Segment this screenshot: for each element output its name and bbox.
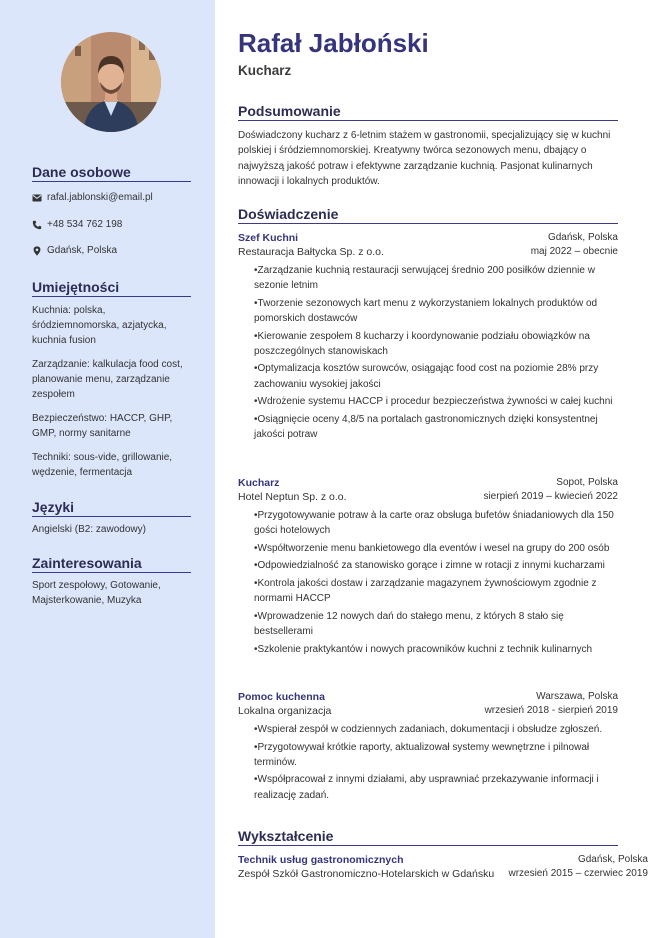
job-subheader — [238, 245, 618, 259]
education-school: Zespół Szkół Gastronomiczno-Hotelarskich w Gdańsku — [238, 868, 495, 880]
contact-location — [32, 244, 191, 257]
skills-section-title: Umiejętności — [32, 279, 191, 297]
education-degree: Technik usług gastronomicznych — [238, 854, 404, 866]
personal-section — [32, 164, 191, 257]
job-bullet: • Przygotowywał krótkie raporty, aktualizował systemy wewnętrzne i pilnował terminów. — [254, 740, 618, 770]
location-text: Gdańsk, Polska — [47, 245, 118, 256]
email-text[interactable]: rafal.jablonski@email.pl — [47, 192, 153, 203]
job-location: Warszawa, Polska — [536, 691, 618, 702]
education-location: Gdańsk, Polska — [577, 854, 648, 865]
interests-section — [32, 555, 191, 608]
job-entry — [238, 690, 618, 805]
job-company: Lokalna organizacja — [238, 705, 332, 717]
phone-icon — [32, 220, 42, 230]
languages-section-title: Języki — [32, 499, 191, 517]
job-dates: wrzesień 2018 - sierpień 2019 — [484, 705, 618, 716]
envelope-icon — [32, 193, 42, 203]
job-header — [238, 231, 618, 245]
skill-item: Kuchnia: polska, śródziemnomorska, azjatycka, kuchnia fusion — [32, 305, 167, 346]
job-title: Pomoc kuchenna — [238, 691, 325, 703]
interests-section-title: Zainteresowania — [32, 555, 191, 573]
job-bullet: • Odpowiedzialność za stanowisko gorące i zimne w rotacji z innymi kucharzami — [254, 558, 618, 573]
job-bullet: • Współpracował z innymi działami, aby usprawniać przekazywanie informacji i realizację zadań. — [254, 772, 618, 802]
job-title: Szef Kuchni — [238, 232, 299, 244]
job-bullets — [238, 508, 618, 657]
job-entry — [238, 476, 618, 659]
job-location: Sopot, Polska — [556, 477, 618, 488]
skill-item: Bezpieczeństwo: HACCP, GHP, GMP, normy sanitarne — [32, 413, 173, 439]
contact-phone — [32, 218, 191, 231]
job-bullet: • Kierowanie zespołem 8 kucharzy i koordynowanie podziału obowiązków na poszczególnych stanowiskach — [254, 329, 618, 359]
job-bullet: • Tworzenie sezonowych kart menu z wykorzystaniem lokalnych produktów od pomorskich dostawców — [254, 296, 618, 326]
job-bullet: • Osiągnięcie oceny 4,8/5 na portalach gastronomicznych dzięki konsystentnej jakości potraw — [254, 412, 618, 442]
experience-section-title: Doświadczenie — [238, 206, 618, 224]
profile-photo — [61, 32, 161, 132]
education-header — [238, 853, 648, 867]
job-location: Gdańsk, Polska — [547, 232, 618, 243]
job-header — [238, 690, 618, 704]
candidate-name: Rafał Jabłoński — [238, 28, 429, 58]
job-title: Kucharz — [238, 477, 280, 489]
job-bullet: • Optymalizacja kosztów surowców, osiągając food cost na poziomie 28% przy zachowaniu wysokiej jakości — [254, 361, 618, 391]
education-dates: wrzesień 2015 – czerwiec 2019 — [508, 868, 648, 879]
job-bullets — [238, 722, 618, 803]
language-item: Angielski (B2: zawodowy) — [32, 524, 146, 535]
job-bullets — [238, 263, 618, 442]
job-bullet: • Kontrola jakości dostaw i zarządzanie magazynem żywnościowym zgodnie z normami HACCP — [254, 576, 618, 606]
personal-section-title: Dane osobowe — [32, 164, 191, 182]
job-bullet: • Współtworzenie menu bankietowego dla eventów i wesel na grupy do 200 osób — [254, 541, 618, 556]
job-subheader — [238, 704, 618, 718]
summary-text: Doświadczony kucharz z 6-letnim stażem w gastronomii, specjalizujący się w kuchni polskiej i śródziemnomorskiej. Kreatywny twórca sezonowych menu, dbający o najwyższą jakość potraw i efektywne zarządzanie kuchnią. Pasjonat kulinarnych innowacji i lokalnych produktów. — [238, 130, 611, 187]
interests-text: Sport zespołowy, Gotowanie, Majsterkowanie, Muzyka — [32, 580, 161, 606]
languages-section — [32, 499, 191, 537]
education-section-title: Wykształcenie — [238, 828, 618, 846]
contact-email — [32, 191, 191, 204]
job-bullet: • Wprowadzenie 12 nowych dań do stałego menu, z których 8 stało się bestsellerami — [254, 609, 618, 639]
skill-item: Techniki: sous-vide, grillowanie, wędzenie, fermentacja — [32, 452, 173, 478]
job-entry — [238, 231, 618, 445]
summary-section-title: Podsumowanie — [238, 103, 618, 121]
phone-text[interactable]: +48 534 762 198 — [47, 219, 123, 230]
skill-item: Zarządzanie: kalkulacja food cost, planowanie menu, zarządzanie zespołem — [32, 359, 183, 400]
job-header — [238, 476, 618, 490]
job-subheader — [238, 490, 618, 504]
job-company: Hotel Neptun Sp. z o.o. — [238, 491, 347, 503]
job-bullet: • Wdrożenie systemu HACCP i procedur bezpieczeństwa żywności w całej kuchni — [254, 394, 618, 409]
job-company: Restauracja Bałtycka Sp. z o.o. — [238, 246, 384, 258]
location-pin-icon — [32, 246, 42, 256]
education-subheader — [238, 867, 648, 881]
job-bullet: • Wspierał zespół w codziennych zadaniach, dokumentacji i obsłudze zgłoszeń. — [254, 722, 618, 737]
job-bullet: • Przygotowywanie potraw à la carte oraz obsługa bufetów śniadaniowych dla 150 gości hotelowych — [254, 508, 618, 538]
education-entry — [238, 853, 648, 881]
profile-photo-image — [61, 32, 161, 132]
candidate-role: Kucharz — [238, 63, 292, 78]
job-bullet: • Szkolenie praktykantów i nowych pracowników kuchni z technik kulinarnych — [254, 642, 618, 657]
job-dates: maj 2022 – obecnie — [530, 246, 618, 257]
job-dates: sierpień 2019 – kwiecień 2022 — [483, 491, 618, 502]
job-bullet: • Zarządzanie kuchnią restauracji serwującej średnio 200 posiłków dziennie w sezonie letnim — [254, 263, 618, 293]
skills-section — [32, 279, 191, 480]
